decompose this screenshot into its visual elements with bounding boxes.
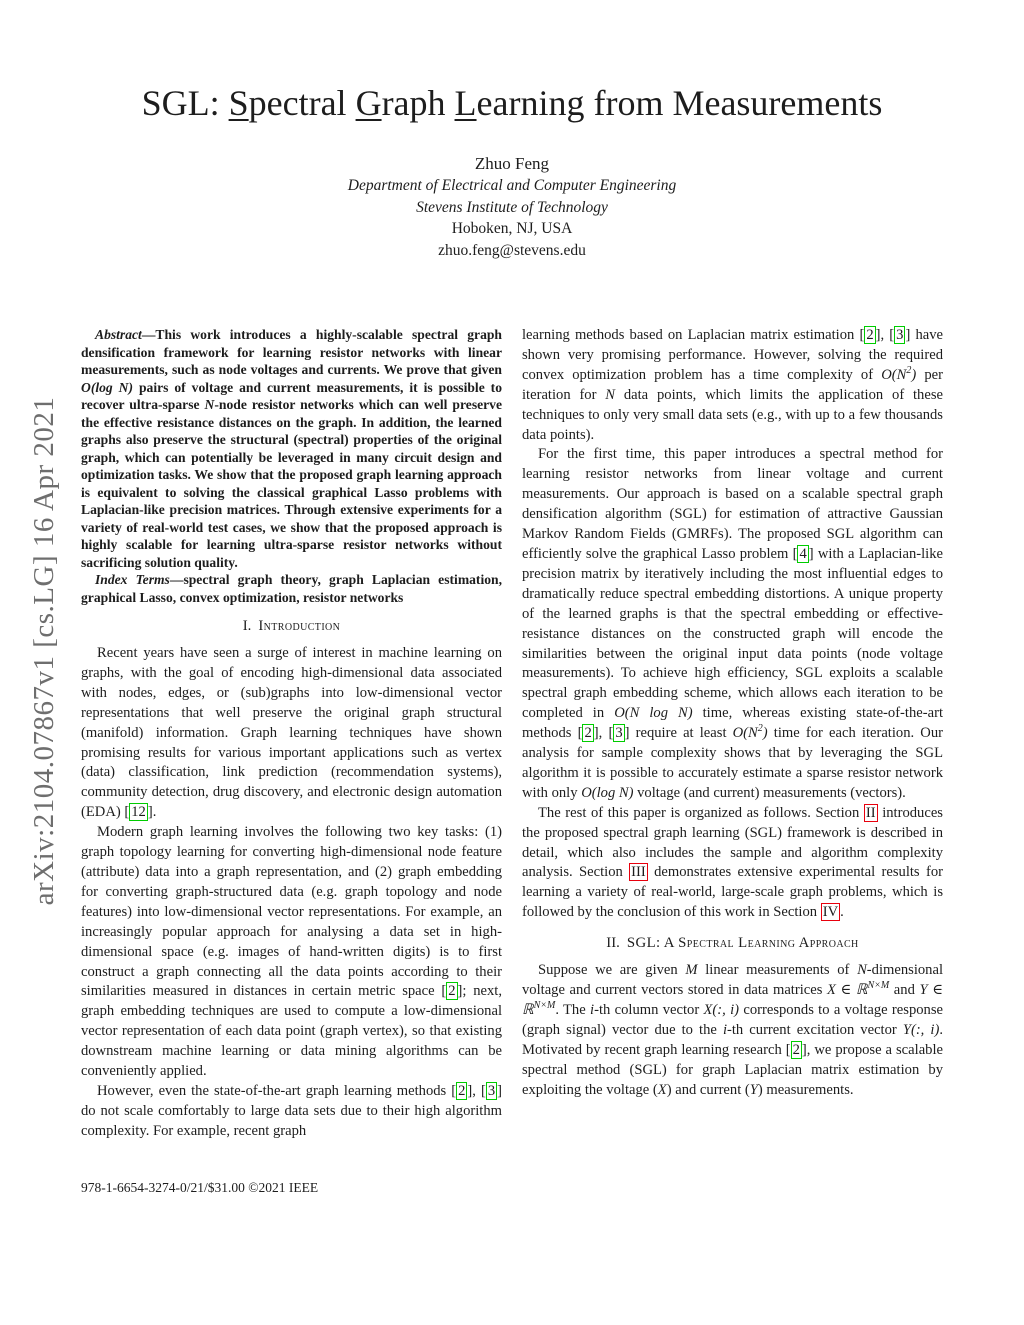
left-column <box>81 326 502 1142</box>
citation-link[interactable]: 2 <box>448 983 456 1000</box>
section-1-heading <box>81 618 502 635</box>
citation-link[interactable]: 12 <box>131 804 146 821</box>
math-superscript: 2 <box>906 364 912 376</box>
section-ref-link[interactable]: IV <box>822 904 839 921</box>
citation-link[interactable]: 2 <box>792 1041 800 1058</box>
paper-title: SGL: Spectral Graph Learning from Measurements <box>141 83 883 123</box>
math-expression: O(N <box>881 366 907 383</box>
section-2-heading <box>522 935 943 952</box>
math-expression: Y <box>749 1081 758 1098</box>
math-expression: M <box>685 962 698 979</box>
intro-paragraph-1: Recent years have seen a surge of interest in machine learning on graphs, with the goal of encoding high-dimensional data associated with nodes, edges, or (sub)graphs into low-dimensional vector representations that well preserve the original graph structural (manifold) information. Graph learning techniques have shown promising results for various important applications such as vertex (data) classification, link prediction (recommendation systems), community detection, drug discovery, and electronic design automation (EDA) [ 12 ]. <box>81 645 502 821</box>
body-paragraph-continued: learning methods based on Laplacian matrix estimation [ 2 ], [ 3 ] have shown very promising performance. However, solving the required convex optimization problem has a time complexity of $O(N^2)$ per iteration for N data points, which limits the application of these techniques to only very small data sets (e.g., with up to a few thousands data points). <box>522 327 943 443</box>
math-expression: O(log N) <box>581 784 634 801</box>
section-2-title: SGL: A Spectral Learning Approach <box>626 935 859 952</box>
math-expression: i <box>722 1021 728 1038</box>
math-expression: N <box>605 386 616 403</box>
author-email: zhuo.feng@stevens.edu <box>438 241 586 259</box>
author-name: Zhuo Feng <box>474 154 550 173</box>
math-expression: N <box>857 962 867 979</box>
citation-link[interactable]: 3 <box>896 327 904 343</box>
emphasis-lead: Abstract <box>95 327 142 342</box>
right-column <box>522 326 943 1101</box>
author-location: Hoboken, NJ, USA <box>451 220 573 237</box>
author-department: Department of Electrical and Computer Engineering <box>347 177 677 194</box>
body-paragraph-outline: The rest of this paper is organized as follows. Section II introduces the proposed spectral graph learning (SGL) framework is described in detail, which also includes the sample and algorithm complexity analysis. Section III demonstrates extensive experimental results for learning a variety of real-world, large-scale graph problems, which is followed by the conclusion of this work in Section IV . <box>522 804 943 921</box>
math-expression: Y(:, i) <box>902 1021 940 1038</box>
citation-link[interactable]: 4 <box>799 545 807 562</box>
abstract-paragraph: Abstract—This work introduces a highly-scalable spectral graph densification framework for learning resistor networks with linear measurements, such as node voltages and currents. We prove that given O(log N) pairs of voltage and current measurements, it is possible to recover ultra-sparse N-node resistor networks which can well preserve the effective resistance distances on the graph. In addition, the learned graphs also preserve the structural (spectral) properties of the original graph, which can potentially be leveraged in many circuit design and optimization tasks. We show that the proposed graph learning approach is equivalent to solving the classical graphical Lasso problems with Laplacian-like precision matrices. Through extensive experiments for a variety of real-world test cases, we show that the proposed approach is highly scalable for learning ultra-sparse resistor networks without sacrificing solution quality. <box>81 327 503 570</box>
math-expression: O(N <box>732 725 758 742</box>
intro-paragraph-2: Modern graph learning involves the following two key tasks: (1) graph topology learning for converting high-dimensional node feature (attribute) data into a graph representation, and (2) graph embedding for converting graph-structured data (e.g. graph topology and node features) into low-dimensional vector representations. For example, an increasingly popular approach for analysing a data set in high-dimensional space (e.g. images of hand-written digits) is to first construct a graph connecting all the data points according to their similarities measured in distances in certain metric space [ 2 ]; next, graph embedding techniques are used to compute a low-dimensional vector representation of each data point (graph vertex), so that existing downstream machine learning or data mining algorithms can be conveniently applied. <box>81 824 502 1080</box>
math-expression: Y ∈ ℝ <box>522 982 943 1018</box>
body-paragraph-spectral-method: For the first time, this paper introduces a spectral method for learning resistor networks from linear voltage and current measurements. Our approach is based on a scalable spectral graph densification algorithm (SGL) for estimation of attractive Gaussian Markov Random Fields (GMRFs). The proposed SGL algorithm can efficiently solve the graphical Lasso problem [ 4 ] with a Laplacian-like precision matrix by iteratively including the most influential edges to dramatically reduce spectral embedding distortions. A unique property of the learned graphs is that the spectral embedding or effective-resistance distances on the constructed graph will encode the similarities between the original input data points (node voltage measurements). To achieve high efficiency, SGL exploits a scalable spectral graph embedding scheme, which allows each iteration to be completed in O(N log N) time, whereas existing state-of-the-art methods [ 2 ], [ 3 ] require at least $O(N^2)$ time for each iteration. Our analysis for sample complexity shows that by leveraging the SGL algorithm it is possible to accurately estimate a sparse resistor network with only O(log N) voltage (and current) measurements (vectors). <box>522 446 944 801</box>
citation-link[interactable]: 2 <box>458 1082 466 1099</box>
citation-link[interactable]: 3 <box>487 1082 496 1099</box>
citation-link[interactable]: 2 <box>866 327 874 343</box>
math-expression: ) <box>762 725 768 742</box>
math-expression: N <box>204 397 215 412</box>
arxiv-watermark: arXiv:2104.07867v1 [cs.LG] 16 Apr 2021 <box>28 396 60 906</box>
section-1-number: I. <box>242 618 252 634</box>
author-block <box>0 152 1024 261</box>
math-expression: X <box>657 1081 667 1098</box>
underlined-letter: L <box>454 83 477 123</box>
underlined-letter: S <box>228 83 249 123</box>
math-expression: O(log N) <box>81 379 134 395</box>
index-terms-paragraph: Index Terms—spectral graph theory, graph Laplacian estimation, graphical Lasso, convex optimization, resistor networks <box>81 572 502 605</box>
intro-paragraph-3: However, even the state-of-the-art graph learning methods [ 2 ], [ 3 ] do not scale comfortably to large data sets due to their high algorithm complexity. For example, recent graph <box>81 1082 502 1139</box>
copyright-notice: 978-1-6654-3274-0/21/$31.00 ©2021 IEEE <box>81 1180 319 1195</box>
body-paragraph-setup: Suppose we are given M linear measurements of N-dimensional voltage and current vectors stored in data matrices X ∈ ℝ$^{N\times M}$ and Y ∈ ℝ$^{N\times M}$. The i-th column vector X(:, i) corresponds to a voltage response (graph signal) vector due to the i-th current excitation vector Y(:, i). Motivated by recent graph learning research [ 2 ], we propose a scalable spectral method (SGL) for graph Laplacian matrix estimation by exploiting the voltage (X) and current (Y) measurements. <box>522 962 944 1098</box>
emphasis-lead: Index Terms <box>95 572 170 587</box>
section-ref-link[interactable]: II <box>865 804 876 821</box>
math-superscript: N×M <box>533 1000 556 1012</box>
author-institution: Stevens Institute of Technology <box>416 198 608 216</box>
math-expression: i <box>590 1002 595 1018</box>
underlined-letter: G <box>355 83 382 123</box>
math-expression: X ∈ ℝ <box>827 982 868 999</box>
math-expression: X(:, i) <box>703 1002 740 1018</box>
math-superscript: N×M <box>867 980 890 992</box>
math-expression: ) <box>911 366 917 383</box>
citation-link[interactable]: 2 <box>584 725 592 742</box>
citation-link[interactable]: 3 <box>615 725 623 742</box>
math-expression: O(N log N) <box>614 705 693 722</box>
section-ref-link[interactable]: III <box>631 864 646 881</box>
section-2-number: II. <box>606 935 620 952</box>
section-1-title: Introduction <box>258 618 341 634</box>
math-superscript: 2 <box>757 723 763 735</box>
